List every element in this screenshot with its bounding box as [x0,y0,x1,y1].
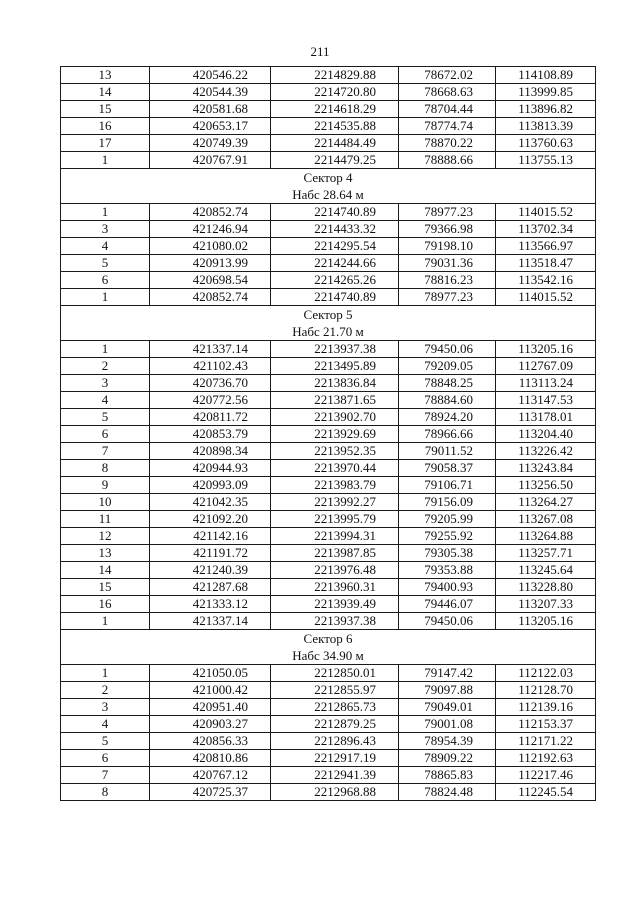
table-row [61,409,596,426]
y-local-cell: 113896.82 [496,101,596,118]
x-coordinate-cell: 420898.34 [150,443,271,460]
y-local-cell: 113999.85 [496,84,596,101]
x-local-cell: 79156.09 [399,494,496,511]
table-row [61,255,596,272]
y-coordinate-cell: 2214829.88 [271,67,399,84]
y-local-cell: 113755.13 [496,152,596,169]
sector-title: Сектор 4 [303,170,353,185]
point-number-cell: 8 [61,784,150,801]
table-row [61,494,596,511]
y-local-cell: 113178.01 [496,409,596,426]
x-coordinate-cell: 420903.27 [150,716,271,733]
point-number-cell: 5 [61,409,150,426]
x-coordinate-cell: 420767.91 [150,152,271,169]
table-row [61,101,596,118]
point-number-cell: 1 [61,341,150,358]
x-coordinate-cell: 420581.68 [150,101,271,118]
x-local-cell: 79058.37 [399,460,496,477]
y-local-cell: 112122.03 [496,665,596,682]
x-local-cell: 79209.05 [399,358,496,375]
x-coordinate-cell: 420852.74 [150,204,271,221]
x-coordinate-cell: 421287.68 [150,579,271,596]
y-local-cell: 112245.54 [496,784,596,801]
table-row [61,562,596,579]
table-row [61,477,596,494]
y-coordinate-cell: 2214295.54 [271,238,399,255]
y-local-cell: 113147.53 [496,392,596,409]
y-local-cell: 113204.40 [496,426,596,443]
x-coordinate-cell: 420852.74 [150,289,271,306]
point-number-cell: 10 [61,494,150,511]
x-coordinate-cell: 420856.33 [150,733,271,750]
x-coordinate-cell: 420810.86 [150,750,271,767]
y-local-cell: 113205.16 [496,341,596,358]
sector-elevation: Набс 21.70 м [292,324,364,339]
y-coordinate-cell: 2213495.89 [271,358,399,375]
y-coordinate-cell: 2212896.43 [271,733,399,750]
point-number-cell: 13 [61,67,150,84]
table-row [61,289,596,306]
table-row [61,67,596,84]
y-local-cell: 112217.46 [496,767,596,784]
table-row [61,443,596,460]
x-local-cell: 79011.52 [399,443,496,460]
x-local-cell: 79205.99 [399,511,496,528]
x-coordinate-cell: 421142.16 [150,528,271,545]
y-coordinate-cell: 2213960.31 [271,579,399,596]
table-row [61,613,596,630]
point-number-cell: 7 [61,767,150,784]
y-local-cell: 114015.52 [496,289,596,306]
y-local-cell: 113264.27 [496,494,596,511]
x-local-cell: 79255.92 [399,528,496,545]
x-local-cell: 78865.83 [399,767,496,784]
point-number-cell: 7 [61,443,150,460]
y-local-cell: 112139.16 [496,699,596,716]
point-number-cell: 6 [61,272,150,289]
x-coordinate-cell: 420944.93 [150,460,271,477]
y-local-cell: 113760.63 [496,135,596,152]
x-coordinate-cell: 421050.05 [150,665,271,682]
y-coordinate-cell: 2212850.01 [271,665,399,682]
sector-header [61,630,596,665]
x-local-cell: 78870.22 [399,135,496,152]
y-coordinate-cell: 2213983.79 [271,477,399,494]
y-local-cell: 113267.08 [496,511,596,528]
y-coordinate-cell: 2213970.44 [271,460,399,477]
point-number-cell: 16 [61,118,150,135]
y-coordinate-cell: 2214740.89 [271,289,399,306]
point-number-cell: 11 [61,511,150,528]
x-local-cell: 79001.08 [399,716,496,733]
x-local-cell: 79400.93 [399,579,496,596]
x-local-cell: 78848.25 [399,375,496,392]
y-coordinate-cell: 2213871.65 [271,392,399,409]
y-local-cell: 113245.64 [496,562,596,579]
x-local-cell: 79353.88 [399,562,496,579]
y-local-cell: 113113.24 [496,375,596,392]
table-row [61,528,596,545]
table-row [61,699,596,716]
x-coordinate-cell: 420698.54 [150,272,271,289]
x-local-cell: 78909.22 [399,750,496,767]
y-coordinate-cell: 2212865.73 [271,699,399,716]
point-number-cell: 5 [61,733,150,750]
y-coordinate-cell: 2214618.29 [271,101,399,118]
y-local-cell: 113542.16 [496,272,596,289]
point-number-cell: 4 [61,716,150,733]
y-coordinate-cell: 2213952.35 [271,443,399,460]
table-row [61,204,596,221]
point-number-cell: 3 [61,221,150,238]
y-local-cell: 112192.63 [496,750,596,767]
table-row [61,135,596,152]
point-number-cell: 15 [61,101,150,118]
x-local-cell: 78977.23 [399,204,496,221]
sector-header-row [61,306,596,341]
x-coordinate-cell: 420544.39 [150,84,271,101]
x-coordinate-cell: 420811.72 [150,409,271,426]
table-row [61,665,596,682]
x-local-cell: 79446.07 [399,596,496,613]
point-number-cell: 2 [61,358,150,375]
table-row [61,375,596,392]
x-local-cell: 78672.02 [399,67,496,84]
table-row [61,682,596,699]
x-coordinate-cell: 420725.37 [150,784,271,801]
x-local-cell: 79366.98 [399,221,496,238]
point-number-cell: 1 [61,289,150,306]
y-coordinate-cell: 2213939.49 [271,596,399,613]
x-coordinate-cell: 421240.39 [150,562,271,579]
point-number-cell: 14 [61,562,150,579]
x-local-cell: 79097.88 [399,682,496,699]
y-local-cell: 113228.80 [496,579,596,596]
y-local-cell: 112171.22 [496,733,596,750]
point-number-cell: 9 [61,477,150,494]
sector-header-row [61,630,596,665]
point-number-cell: 1 [61,152,150,169]
sector-title: Сектор 6 [303,631,353,646]
x-local-cell: 78824.48 [399,784,496,801]
y-coordinate-cell: 2214265.26 [271,272,399,289]
y-coordinate-cell: 2213937.38 [271,341,399,358]
y-coordinate-cell: 2213836.84 [271,375,399,392]
point-number-cell: 1 [61,613,150,630]
x-local-cell: 78954.39 [399,733,496,750]
x-coordinate-cell: 420951.40 [150,699,271,716]
table-row [61,426,596,443]
point-number-cell: 15 [61,579,150,596]
table-row [61,579,596,596]
y-local-cell: 112153.37 [496,716,596,733]
sector-elevation: Набс 28.64 м [292,187,364,202]
point-number-cell: 5 [61,255,150,272]
x-local-cell: 78668.63 [399,84,496,101]
x-coordinate-cell: 420993.09 [150,477,271,494]
x-coordinate-cell: 421246.94 [150,221,271,238]
table-row [61,596,596,613]
sector-title: Сектор 5 [303,307,353,322]
x-local-cell: 79049.01 [399,699,496,716]
y-coordinate-cell: 2212917.19 [271,750,399,767]
x-local-cell: 79450.06 [399,341,496,358]
table-row [61,358,596,375]
y-coordinate-cell: 2212879.25 [271,716,399,733]
x-local-cell: 78924.20 [399,409,496,426]
point-number-cell: 1 [61,204,150,221]
point-number-cell: 4 [61,392,150,409]
y-coordinate-cell: 2213987.85 [271,545,399,562]
x-local-cell: 79450.06 [399,613,496,630]
table-row [61,511,596,528]
y-coordinate-cell: 2214244.66 [271,255,399,272]
point-number-cell: 12 [61,528,150,545]
table-row [61,767,596,784]
y-local-cell: 113702.34 [496,221,596,238]
point-number-cell: 14 [61,84,150,101]
y-local-cell: 113205.16 [496,613,596,630]
point-number-cell: 17 [61,135,150,152]
y-local-cell: 114108.89 [496,67,596,84]
point-number-cell: 3 [61,699,150,716]
y-local-cell: 113256.50 [496,477,596,494]
x-local-cell: 78888.66 [399,152,496,169]
x-local-cell: 78816.23 [399,272,496,289]
table-row [61,733,596,750]
x-coordinate-cell: 421337.14 [150,341,271,358]
y-coordinate-cell: 2213976.48 [271,562,399,579]
x-local-cell: 79031.36 [399,255,496,272]
y-coordinate-cell: 2213995.79 [271,511,399,528]
x-coordinate-cell: 421080.02 [150,238,271,255]
y-coordinate-cell: 2214433.32 [271,221,399,238]
x-coordinate-cell: 420546.22 [150,67,271,84]
y-local-cell: 113257.71 [496,545,596,562]
x-local-cell: 79147.42 [399,665,496,682]
x-coordinate-cell: 420853.79 [150,426,271,443]
table-row [61,784,596,801]
x-local-cell: 79198.10 [399,238,496,255]
x-local-cell: 79106.71 [399,477,496,494]
point-number-cell: 6 [61,750,150,767]
y-local-cell: 112767.09 [496,358,596,375]
table-row [61,152,596,169]
point-number-cell: 1 [61,665,150,682]
y-coordinate-cell: 2214535.88 [271,118,399,135]
x-local-cell: 78977.23 [399,289,496,306]
sector-elevation: Набс 34.90 м [292,648,364,663]
y-coordinate-cell: 2212968.88 [271,784,399,801]
y-local-cell: 113813.39 [496,118,596,135]
x-local-cell: 78966.66 [399,426,496,443]
table-row [61,392,596,409]
y-local-cell: 113243.84 [496,460,596,477]
x-coordinate-cell: 420767.12 [150,767,271,784]
x-coordinate-cell: 421333.12 [150,596,271,613]
y-local-cell: 114015.52 [496,204,596,221]
point-number-cell: 6 [61,426,150,443]
x-local-cell: 78774.74 [399,118,496,135]
table-row [61,460,596,477]
y-coordinate-cell: 2214479.25 [271,152,399,169]
table-row [61,238,596,255]
x-local-cell: 78704.44 [399,101,496,118]
y-coordinate-cell: 2214720.80 [271,84,399,101]
sector-header-row [61,169,596,204]
table-row [61,716,596,733]
page-number: 211 [310,44,330,59]
y-local-cell: 113566.97 [496,238,596,255]
x-coordinate-cell: 421102.43 [150,358,271,375]
point-number-cell: 13 [61,545,150,562]
y-coordinate-cell: 2214484.49 [271,135,399,152]
point-number-cell: 16 [61,596,150,613]
point-number-cell: 2 [61,682,150,699]
x-coordinate-cell: 421000.42 [150,682,271,699]
sector-header [61,169,596,204]
sector-header [61,306,596,341]
y-coordinate-cell: 2213937.38 [271,613,399,630]
x-coordinate-cell: 420653.17 [150,118,271,135]
x-coordinate-cell: 421092.20 [150,511,271,528]
y-coordinate-cell: 2213929.69 [271,426,399,443]
table-row [61,750,596,767]
y-local-cell: 113264.88 [496,528,596,545]
y-local-cell: 113226.42 [496,443,596,460]
y-coordinate-cell: 2213994.31 [271,528,399,545]
table-row [61,118,596,135]
y-coordinate-cell: 2214740.89 [271,204,399,221]
x-coordinate-cell: 421191.72 [150,545,271,562]
point-number-cell: 4 [61,238,150,255]
y-local-cell: 113207.33 [496,596,596,613]
x-coordinate-cell: 420749.39 [150,135,271,152]
y-coordinate-cell: 2212941.39 [271,767,399,784]
table-row [61,221,596,238]
y-local-cell: 113518.47 [496,255,596,272]
y-local-cell: 112128.70 [496,682,596,699]
table-row [61,545,596,562]
y-coordinate-cell: 2213992.27 [271,494,399,511]
x-coordinate-cell: 421042.35 [150,494,271,511]
x-coordinate-cell: 421337.14 [150,613,271,630]
x-coordinate-cell: 420772.56 [150,392,271,409]
x-coordinate-cell: 420913.99 [150,255,271,272]
table-row [61,272,596,289]
x-coordinate-cell: 420736.70 [150,375,271,392]
coordinates-table-body [61,67,596,801]
table-row [61,341,596,358]
y-coordinate-cell: 2213902.70 [271,409,399,426]
x-local-cell: 78884.60 [399,392,496,409]
point-number-cell: 3 [61,375,150,392]
x-local-cell: 79305.38 [399,545,496,562]
table-row [61,84,596,101]
point-number-cell: 8 [61,460,150,477]
y-coordinate-cell: 2212855.97 [271,682,399,699]
coordinates-table [60,66,596,801]
